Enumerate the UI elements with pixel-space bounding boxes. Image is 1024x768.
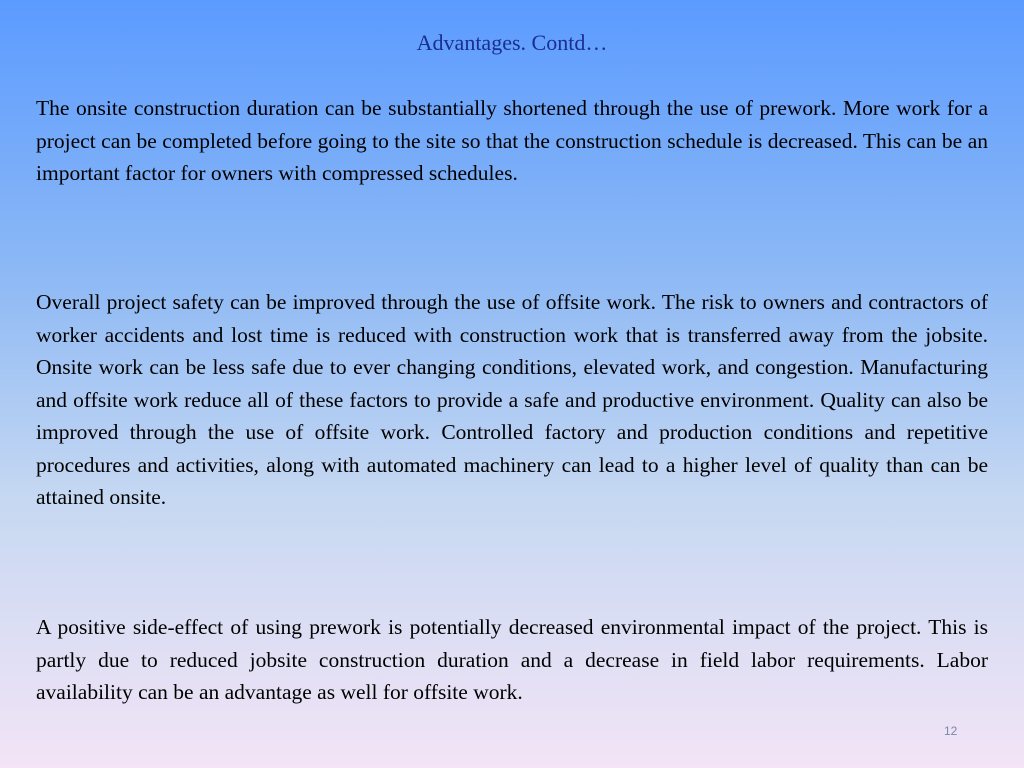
slide-title: Advantages. Contd… — [416, 30, 608, 55]
paragraph-schedule: The onsite construction duration can be substantially shortened through the use of prework. More work for a project can be completed before going to the site so that the construction schedule is decreased. This can be an important factor for owners with compressed schedules. — [36, 96, 988, 185]
page-number: 12 — [944, 724, 958, 738]
paragraph-safety-quality: Overall project safety can be improved through the use of offsite work. The risk to owners and contractors of worker accidents and lost time is reduced with construction work that is transferred away from the jobsite. Onsite work can be less safe due to ever changing conditions, elevated work, and congestion. Manufacturing and offsite work reduce all of these factors to provide a safe and productive environment. Quality can also be improved through the use of offsite work. Controlled factory and production conditions and repetitive procedures and activities, along with automated machinery can lead to a higher level of quality than can be attained onsite. — [36, 290, 988, 509]
paragraph-environment: A positive side-effect of using prework is potentially decreased environmental impact of the project. This is partly due to reduced jobsite construction duration and a decrease in field labor requirements. Labor availability can be an advantage as well for offsite work. — [36, 615, 988, 704]
